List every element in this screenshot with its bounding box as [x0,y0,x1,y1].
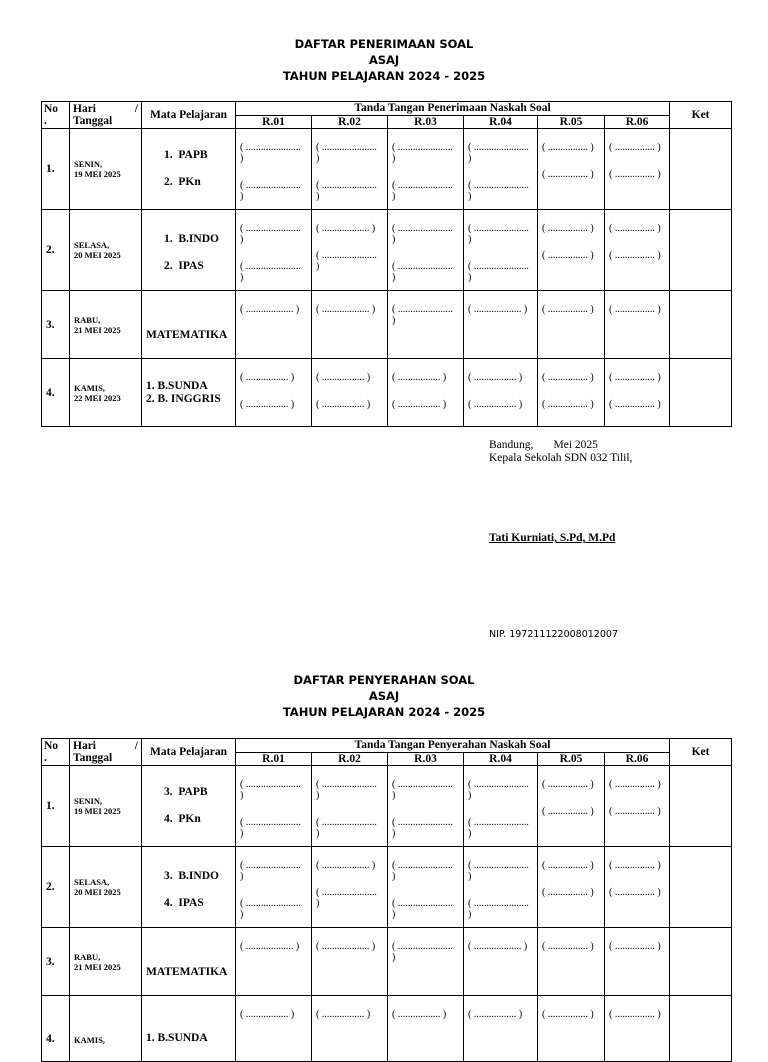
signature-cell[interactable]: ( ................ ) [538,996,605,1062]
signature-cell[interactable]: ( ...................... ) [388,928,464,996]
header-no: No . [42,102,70,129]
signature-cell[interactable]: ( ................ ) [538,928,605,996]
row-day-date: SELASA, 20 MEI 2025 [70,210,142,291]
table-row [42,359,732,427]
header-hari-tanggal: Hari / Tanggal [70,102,142,129]
header-hari-tanggal: Hari / Tanggal [70,739,142,766]
signature-cell[interactable]: ( ................ ) ( ................ ) [538,359,605,427]
ket-cell[interactable] [670,996,732,1062]
signature-cell[interactable]: ( ................... ) [312,928,388,996]
header-tanda-tangan: Tanda Tangan Penyerahan Naskah Soal [236,739,670,753]
signature-cell[interactable]: ( ...................... ) ( ...................... ) [312,766,388,847]
header-room: R.03 [388,753,464,766]
doc2-title-line3: TAHUN PELAJARAN 2024 - 2025 [282,705,486,719]
subject-item: 1. B.INDO [164,233,219,245]
table-row [42,291,732,359]
subject-item: 1. PAPB [164,149,208,161]
subject-item: 1. B.SUNDA [146,1032,208,1044]
row-subjects [142,996,236,1062]
signature-cell[interactable]: ( ................ ) ( ................ ) [605,359,670,427]
row-day-date: KAMIS, 22 MEI 2023 [70,359,142,427]
signature-cell[interactable]: ( ................ ) ( ................ ) [605,766,670,847]
doc2-title-line1: DAFTAR PENYERAHAN SOAL [293,673,475,687]
signature-cell[interactable]: ( ...................... ) ( ...................... ) [312,129,388,210]
doc2-title-line2: ASAJ [368,689,400,703]
signature-cell[interactable]: ( ................ ) ( ................ ) [538,766,605,847]
ket-cell[interactable] [670,129,732,210]
row-day-date: RABU, 21 MEI 2025 [70,291,142,359]
row-number: 1. [42,766,70,847]
row-day-date: RABU, 21 MEI 2025 [70,928,142,996]
signature-cell[interactable]: ( ................ ) [538,291,605,359]
subject-item: 2. PKn [164,176,201,188]
signature-cell[interactable]: ( ................... ) [312,291,388,359]
row-number: 1. [42,129,70,210]
subject-item: 3. PAPB [164,786,208,798]
row-subjects [142,129,236,210]
ket-cell[interactable] [670,928,732,996]
row-day-date: SENIN, 19 MEI 2025 [70,129,142,210]
row-number: 4. [42,359,70,427]
row-subjects [142,847,236,928]
table-row [42,210,732,291]
signature-cell[interactable]: ( ................. ) [464,996,538,1062]
signature-cell[interactable]: ( ................ ) ( ................ ) [605,210,670,291]
doc2-title [0,672,768,720]
table-row [42,928,732,996]
signature-cell[interactable]: ( ................... ) ( ...................... ) [312,210,388,291]
signature-cell[interactable]: ( ................ ) ( ................ ) [538,129,605,210]
table-row [42,766,732,847]
table-row [42,996,732,1062]
signature-cell[interactable]: ( ...................... ) ( ...................... ) [464,210,538,291]
signature-cell[interactable]: ( ................. ) ( ................. ) [464,359,538,427]
row-number: 4. [42,996,70,1062]
row-subjects: MATEMATIKA [142,928,236,996]
header-mata-pelajaran: Mata Pelajaran [142,739,236,766]
header-tanda-tangan: Tanda Tangan Penerimaan Naskah Soal [236,102,670,116]
subject-item: 4. IPAS [164,897,204,909]
doc2-table [41,738,732,1062]
header-room: R.04 [464,116,538,129]
header-mata-pelajaran: Mata Pelajaran [142,102,236,129]
signature-place [489,439,632,465]
header-room: R.03 [388,116,464,129]
row-day-date: SELASA, 20 MEI 2025 [70,847,142,928]
header-room: R.02 [312,116,388,129]
header-no: No . [42,739,70,766]
subject-item: 4. PKn [164,813,201,825]
ket-cell[interactable] [670,847,732,928]
signature-cell[interactable]: ( ................. ) [312,996,388,1062]
header-room: R.06 [605,753,670,766]
subject-item: 3. B.INDO [164,870,219,882]
header-room: R.01 [236,116,312,129]
row-number: 3. [42,928,70,996]
table-row [42,129,732,210]
subject-item: 2. B. INGGRIS [146,392,221,405]
header-room: R.04 [464,753,538,766]
row-number: 3. [42,291,70,359]
signature-place-date: Bandung, Mei 2025 [489,439,598,451]
row-day-date: KAMIS, [70,996,142,1062]
row-day-date: SENIN, 19 MEI 2025 [70,766,142,847]
signature-cell[interactable]: ( ...................... ) ( ...................... ) [464,129,538,210]
header-ket: Ket [670,102,732,129]
signature-cell[interactable]: ( ................... ) [464,928,538,996]
signature-position: Kepala Sekolah SDN 032 Tilil, [489,452,633,464]
doc1-title [0,36,768,84]
row-number: 2. [42,210,70,291]
signature-cell[interactable]: ( ...................... ) ( ...................... ) [388,847,464,928]
signature-cell[interactable]: ( ...................... ) ( ...................... ) [388,766,464,847]
table-row [42,847,732,928]
signature-cell[interactable]: ( ................... ) ( ...................... ) [312,847,388,928]
ket-cell[interactable] [670,359,732,427]
doc1-title-line3: TAHUN PELAJARAN 2024 - 2025 [282,69,486,83]
signature-cell[interactable]: ( ................... ) [236,928,312,996]
doc1-table [41,101,732,427]
signature-cell[interactable]: ( ................ ) [605,996,670,1062]
signature-cell[interactable]: ( ...................... ) ( ...................... ) [236,847,312,928]
signature-cell[interactable]: ( ................ ) ( ................ ) [605,129,670,210]
signer-name: Tati Kurniati, S.Pd, M.Pd [489,532,616,544]
signature-cell[interactable]: ( ................... ) [464,291,538,359]
signature-cell[interactable]: ( ................. ) ( ................. ) [312,359,388,427]
signature-cell[interactable]: ( ...................... ) [388,291,464,359]
signature-cell[interactable]: ( ................ ) ( ................ ) [538,210,605,291]
signature-cell[interactable]: ( ................ ) ( ................ ) [605,847,670,928]
subject-item: 1. B.SUNDA [146,379,208,392]
header-room: R.01 [236,753,312,766]
signature-cell[interactable]: ( ...................... ) ( ...................... ) [464,766,538,847]
header-room: R.02 [312,753,388,766]
header-room: R.06 [605,116,670,129]
signature-cell[interactable]: ( ................... ) [236,291,312,359]
header-room: R.05 [538,753,605,766]
signature-cell[interactable]: ( ...................... ) ( ...................... ) [236,766,312,847]
row-subjects: MATEMATIKA [142,291,236,359]
signature-cell[interactable]: ( ................. ) ( ................. ) [388,359,464,427]
signer-nip: NIP. 197211122008012007 [489,629,618,640]
signature-cell[interactable]: ( ...................... ) ( ...................... ) [388,210,464,291]
ket-cell[interactable] [670,291,732,359]
row-subjects [142,210,236,291]
signature-cell[interactable]: ( ................ ) [605,291,670,359]
signature-cell[interactable]: ( ................. ) [388,996,464,1062]
signature-cell[interactable]: ( ...................... ) ( ...................... ) [236,210,312,291]
signature-cell[interactable]: ( ................ ) [605,928,670,996]
row-subjects [142,766,236,847]
signature-cell[interactable]: ( ................. ) [236,996,312,1062]
ket-cell[interactable] [670,210,732,291]
signature-cell[interactable]: ( ...................... ) ( ...................... ) [236,129,312,210]
signature-cell[interactable]: ( ................. ) ( ................. ) [236,359,312,427]
row-number: 2. [42,847,70,928]
doc1-title-line1: DAFTAR PENERIMAAN SOAL [294,37,474,51]
ket-cell[interactable] [670,766,732,847]
header-ket: Ket [670,739,732,766]
signature-cell[interactable]: ( ................ ) ( ................ ) [538,847,605,928]
row-subjects [142,359,236,427]
header-room: R.05 [538,116,605,129]
signature-cell[interactable]: ( ...................... ) ( ...................... ) [464,847,538,928]
signature-cell[interactable]: ( ...................... ) ( ...................... ) [388,129,464,210]
doc1-title-line2: ASAJ [368,53,400,67]
subject-item: 2. IPAS [164,260,204,272]
